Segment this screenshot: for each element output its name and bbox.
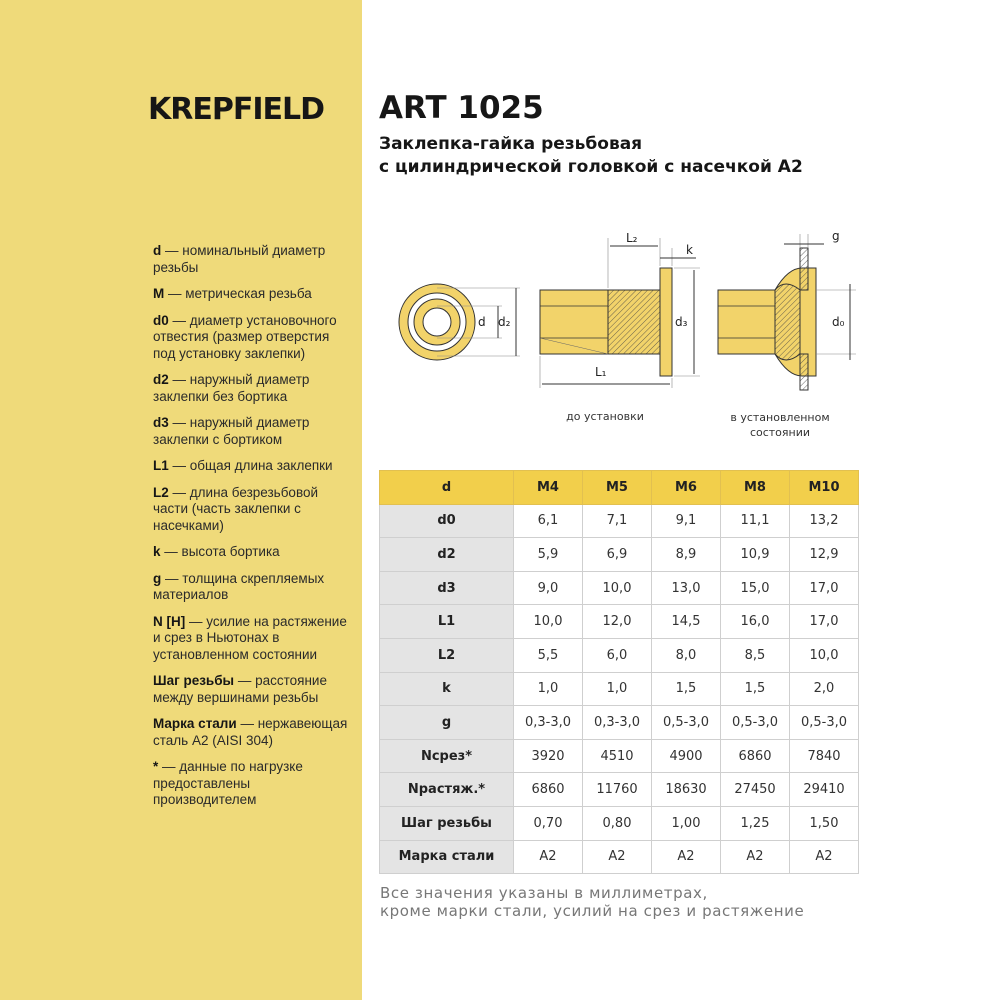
- row-label: L1: [380, 605, 514, 639]
- table-cell: A2: [514, 840, 583, 874]
- label-g: g: [832, 229, 840, 243]
- legend-item: [153, 759, 353, 809]
- table-row: [380, 706, 859, 740]
- table-row: [380, 605, 859, 639]
- table-cell: 14,5: [652, 605, 721, 639]
- table-cell: 8,9: [652, 538, 721, 572]
- label-L2: L₂: [626, 231, 638, 245]
- table-row: [380, 840, 859, 874]
- table-cell: 0,5-3,0: [721, 706, 790, 740]
- header-cell: M10: [790, 471, 859, 505]
- caption-after-install: [705, 410, 855, 440]
- legend-desc: — данные по нагрузке предоставлены производителем: [153, 759, 303, 807]
- legend-term: L1: [153, 458, 169, 473]
- row-label: Марка стали: [380, 840, 514, 874]
- footnote-line2: кроме марки стали, усилий на срез и растяжение: [380, 902, 805, 920]
- table-row: [380, 638, 859, 672]
- table-cell: 12,9: [790, 538, 859, 572]
- table-cell: 4510: [583, 739, 652, 773]
- table-cell: 1,50: [790, 806, 859, 840]
- legend-term: *: [153, 759, 159, 774]
- product-title-line1: Заклепка-гайка резьбовая: [379, 134, 643, 154]
- header-cell: M5: [583, 471, 652, 505]
- table-cell: 10,0: [790, 638, 859, 672]
- table-cell: 6,1: [514, 504, 583, 538]
- table-cell: 8,5: [721, 638, 790, 672]
- side-view-after: [718, 234, 856, 390]
- legend-item: [153, 571, 353, 604]
- knurl-section: [608, 290, 660, 354]
- table-cell: 13,0: [652, 571, 721, 605]
- legend-item: [153, 313, 353, 363]
- table-cell: 7,1: [583, 504, 652, 538]
- table-header-row: [380, 471, 859, 505]
- table-cell: A2: [721, 840, 790, 874]
- table-cell: 0,80: [583, 806, 652, 840]
- table-cell: 8,0: [652, 638, 721, 672]
- table-cell: 0,3-3,0: [514, 706, 583, 740]
- legend-desc: — метрическая резьба: [164, 286, 312, 301]
- legend-list: [153, 243, 353, 819]
- legend-term: N [H]: [153, 613, 186, 629]
- product-title-line2: с цилиндрической головкой с насечкой А2: [379, 157, 803, 177]
- table-row: [380, 672, 859, 706]
- footnote-line1: Все значения указаны в миллиметрах,: [380, 884, 708, 902]
- legend-desc: — усилие на растяжение и срез в Ньютонах в установленном состоянии: [153, 613, 347, 662]
- legend-term: k: [153, 544, 161, 559]
- table-cell: 10,0: [583, 571, 652, 605]
- table-cell: 9,0: [514, 571, 583, 605]
- legend-term: d2: [153, 372, 169, 387]
- table-cell: 0,5-3,0: [790, 706, 859, 740]
- legend-item: [153, 372, 353, 405]
- table-cell: 4900: [652, 739, 721, 773]
- legend-desc: — длина безрезьбовой части (часть заклепки с насечками): [153, 484, 319, 533]
- row-label: L2: [380, 638, 514, 672]
- legend-item: [153, 243, 353, 276]
- label-d3: d₃: [675, 315, 688, 329]
- plate-bottom: [800, 354, 808, 390]
- table-cell: 11,1: [721, 504, 790, 538]
- table-cell: 0,5-3,0: [652, 706, 721, 740]
- table-cell: 9,1: [652, 504, 721, 538]
- table-cell: 18630: [652, 773, 721, 807]
- table-cell: A2: [652, 840, 721, 874]
- legend-term: d0: [153, 312, 169, 328]
- row-label: Nсрез*: [380, 739, 514, 773]
- table-cell: 17,0: [790, 605, 859, 639]
- table-cell: 13,2: [790, 504, 859, 538]
- table-cell: 6860: [721, 739, 790, 773]
- legend-desc: — номинальный диаметр резьбы: [153, 243, 326, 275]
- label-d2: d₂: [498, 315, 511, 329]
- table-cell: 11760: [583, 773, 652, 807]
- legend-term: L2: [153, 484, 169, 500]
- legend-item: [153, 673, 353, 706]
- table-cell: 6860: [514, 773, 583, 807]
- legend-desc: — высота бортика: [160, 544, 280, 559]
- caption-before-install: до установки: [566, 410, 644, 423]
- table-row: [380, 571, 859, 605]
- table-cell: 5,5: [514, 638, 583, 672]
- caption-after-line2: состоянии: [749, 426, 811, 439]
- header-cell: M4: [514, 471, 583, 505]
- legend-term: M: [153, 286, 165, 301]
- table-cell: A2: [583, 840, 652, 874]
- table-row: [380, 538, 859, 572]
- table-cell: 1,00: [652, 806, 721, 840]
- legend-desc: — расстояние между вершинами резьбы: [153, 673, 327, 705]
- legend-desc: — нержавеющая сталь А2 (AISI 304): [153, 716, 348, 748]
- legend-desc: — наружный диаметр заклепки с бортиком: [153, 415, 310, 447]
- rivet-nut-drawing: [370, 228, 870, 408]
- legend-item: [153, 286, 353, 303]
- brand-logo: KREPFIELD: [148, 92, 324, 127]
- bore-circle: [423, 308, 451, 336]
- table-cell: 1,25: [721, 806, 790, 840]
- table-row: [380, 773, 859, 807]
- table-cell: 1,0: [583, 672, 652, 706]
- legend-item: [153, 415, 353, 448]
- legend-term: d: [153, 243, 162, 258]
- label-d0: d₀: [832, 315, 845, 329]
- legend-item: [153, 485, 353, 535]
- row-label: g: [380, 706, 514, 740]
- legend-desc: — наружный диаметр заклепки без бортика: [153, 372, 310, 404]
- table-cell: 17,0: [790, 571, 859, 605]
- table-cell: 27450: [721, 773, 790, 807]
- table-cell: 10,9: [721, 538, 790, 572]
- table-cell: 1,5: [721, 672, 790, 706]
- table-cell: 1,0: [514, 672, 583, 706]
- table-row: [380, 806, 859, 840]
- legend-item: [153, 544, 353, 561]
- row-label: Nрастяж.*: [380, 773, 514, 807]
- table-cell: 6,0: [583, 638, 652, 672]
- legend-term: d3: [153, 415, 169, 430]
- table-cell: 2,0: [790, 672, 859, 706]
- label-L1: L₁: [595, 365, 607, 379]
- label-k: k: [686, 243, 693, 257]
- row-label: d0: [380, 504, 514, 538]
- legend-desc: — диаметр установочного отвестия (размер отверстия под установку заклепки): [153, 312, 337, 361]
- caption-after-line1: в установленном: [730, 411, 830, 424]
- legend-term: g: [153, 570, 162, 586]
- article-number: ART 1025: [379, 90, 544, 126]
- table-cell: 1,5: [652, 672, 721, 706]
- table-cell: 16,0: [721, 605, 790, 639]
- legend-item: [153, 614, 353, 664]
- side-view-before: [540, 238, 700, 388]
- legend-term: Марка стали: [153, 716, 237, 731]
- legend-item: [153, 458, 353, 475]
- header-cell: d: [380, 471, 514, 505]
- table-cell: 29410: [790, 773, 859, 807]
- legend-term: Шаг резьбы: [153, 673, 235, 688]
- spec-table: [379, 470, 859, 874]
- table-row: [380, 504, 859, 538]
- legend-desc: — толщина скрепляемых материалов: [153, 570, 325, 602]
- legend-item: [153, 716, 353, 749]
- table-cell: 0,3-3,0: [583, 706, 652, 740]
- table-cell: 12,0: [583, 605, 652, 639]
- table-cell: 10,0: [514, 605, 583, 639]
- table-cell: 6,9: [583, 538, 652, 572]
- table-cell: 5,9: [514, 538, 583, 572]
- deformed-section: [775, 284, 800, 360]
- table-cell: 0,70: [514, 806, 583, 840]
- header-cell: M8: [721, 471, 790, 505]
- table-cell: 15,0: [721, 571, 790, 605]
- table-cell: 7840: [790, 739, 859, 773]
- plate-top: [800, 248, 808, 290]
- table-cell: 3920: [514, 739, 583, 773]
- row-label: d2: [380, 538, 514, 572]
- table-cell: A2: [790, 840, 859, 874]
- table-row: [380, 739, 859, 773]
- row-label: d3: [380, 571, 514, 605]
- row-label: k: [380, 672, 514, 706]
- row-label: Шаг резьбы: [380, 806, 514, 840]
- legend-desc: — общая длина заклепки: [168, 458, 333, 473]
- header-cell: M6: [652, 471, 721, 505]
- label-d: d: [478, 315, 486, 329]
